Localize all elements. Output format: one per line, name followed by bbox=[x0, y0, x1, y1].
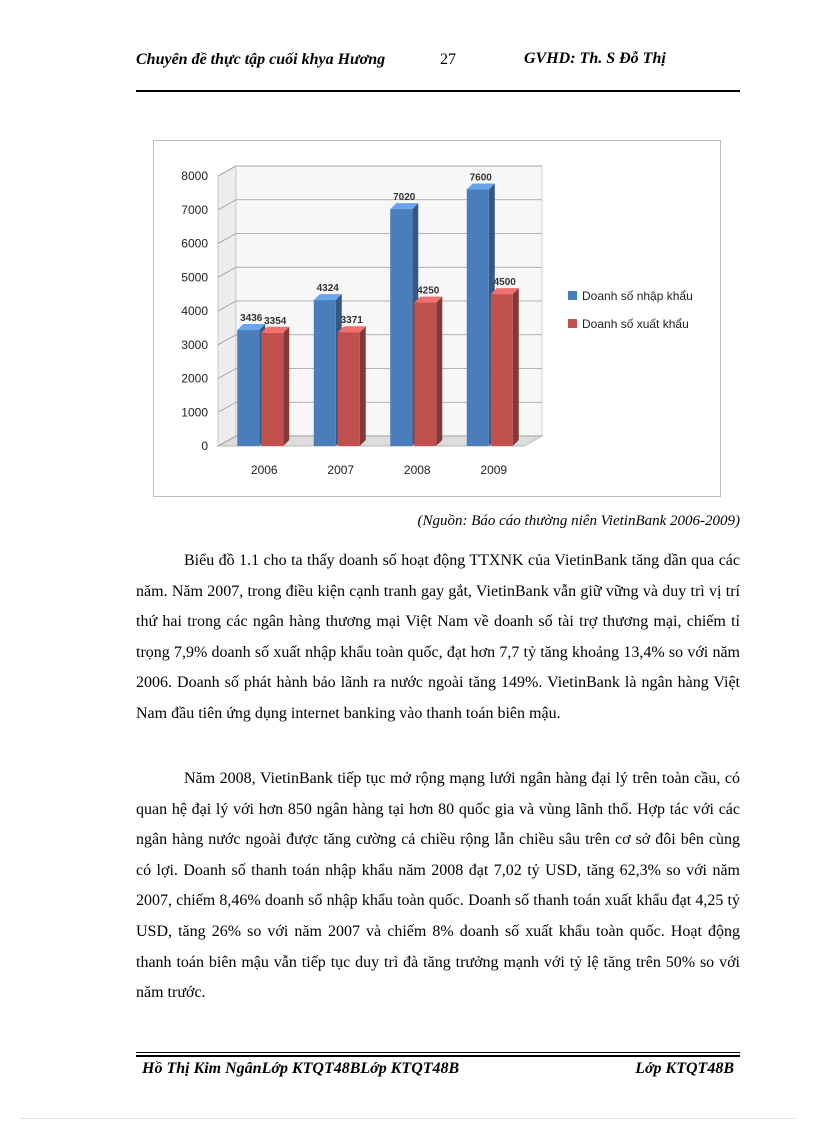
legend-swatch bbox=[568, 319, 577, 328]
chart-frame bbox=[153, 140, 721, 497]
paragraph-1: Biểu đồ 1.1 cho ta thấy doanh số hoạt động TTXNK của VietinBank tăng dần qua các năm. Năm 2007, trong điều kiện cạnh tranh gay gắt, VietinBank vẫn giữ vững và duy trì vị trí thứ hai trong các ngân hàng thương mại Việt Nam về doanh số tài trợ thương mại, chiếm tỉ trọng 7,9% doanh số xuất nhập khẩu toàn quốc, đạt hơn 7,7 tỷ tăng khoảng 13,4% so với năm 2006. Doanh số phát hành bảo lãnh ra nước ngoài tăng 149%. VietinBank là ngân hàng Việt Nam đầu tiên ứng dụng internet banking vào thanh toán biên mậu. bbox=[136, 552, 740, 722]
x-tick-label: 2006 bbox=[250, 463, 278, 477]
y-tick-label: 7000 bbox=[181, 202, 208, 217]
bar-export-2006 bbox=[261, 333, 283, 446]
data-label: 7020 bbox=[393, 192, 416, 204]
data-label: 3371 bbox=[340, 315, 363, 327]
chart-source: (Nguồn: Báo cáo thường niên VietinBank 2006-2009) bbox=[417, 513, 740, 529]
bar-side bbox=[513, 288, 519, 446]
bar-export-2007 bbox=[338, 332, 360, 446]
y-tick-label: 3000 bbox=[181, 337, 208, 352]
bar-import-2007 bbox=[314, 300, 336, 446]
legend-swatch bbox=[568, 291, 577, 300]
legend-label: Doanh số nhập khẩu bbox=[582, 289, 693, 303]
bar-import-2008 bbox=[390, 209, 412, 446]
legend-label: Doanh số xuất khẩu bbox=[582, 317, 689, 331]
y-tick-label: 2000 bbox=[181, 371, 208, 386]
data-label: 3354 bbox=[264, 315, 287, 327]
header-title: Chuyên đề thực tập cuối khya Hương bbox=[136, 51, 386, 68]
footer-class: Lớp KTQT48B bbox=[635, 1060, 734, 1077]
bar-side bbox=[436, 297, 442, 446]
header-advisor: GVHD: Th. S Đỗ Thị bbox=[524, 50, 666, 67]
y-tick-label: 1000 bbox=[181, 405, 208, 420]
header-rule bbox=[136, 90, 740, 92]
page-number: 27 bbox=[440, 51, 456, 68]
y-tick-label: 4000 bbox=[181, 304, 208, 318]
paragraph-2: Năm 2008, VietinBank tiếp tục mở rộng mạng lưới ngân hàng đại lý trên toàn cầu, có quan hệ đại lý với hơn 850 ngân hàng tại hơn 80 quốc gia và vùng lãnh thổ. Hợp tác với các ngân hàng nước ngoài được tăng cường cả chiều rộng lẫn chiều sâu trên cơ sở đôi bên cùng có lợi. Doanh số thanh toán nhập khẩu năm 2008 đạt 7,02 tỷ USD, tăng 62,3% so với năm 2007, chiếm 8,46% doanh số nhập khẩu toàn quốc. Doanh số thanh toán xuất khẩu đạt 4,25 tỷ USD, tăng 26% so với năm 2007 và chiếm 8% doanh số xuất khẩu toàn quốc. Hoạt động thanh toán biên mậu vẫn tiếp tục duy trì đà tăng trưởng mạnh với tỷ lệ tăng trên 50% so với năm trước. bbox=[136, 770, 740, 1002]
page-edge-dots bbox=[20, 1118, 796, 1119]
bar-side bbox=[360, 326, 366, 446]
data-label: 4500 bbox=[493, 277, 516, 289]
x-tick-label: 2009 bbox=[480, 463, 508, 477]
bar-side bbox=[283, 327, 289, 446]
footer-rule-thick bbox=[136, 1055, 740, 1057]
x-tick-label: 2008 bbox=[403, 463, 431, 477]
footer-author: Hồ Thị Kim NgânLớp KTQT48BLớp KTQT48B bbox=[142, 1060, 460, 1077]
y-tick-label: 6000 bbox=[181, 236, 208, 251]
data-label: 4250 bbox=[417, 285, 440, 297]
data-label: 4324 bbox=[316, 283, 339, 295]
data-label: 7600 bbox=[469, 172, 492, 184]
data-label: 3436 bbox=[240, 313, 263, 325]
y-tick-label: 0 bbox=[201, 439, 208, 453]
bar-import-2009 bbox=[467, 190, 489, 447]
footer-rule-thin bbox=[136, 1052, 740, 1053]
bar-export-2009 bbox=[491, 294, 513, 446]
bar-export-2008 bbox=[414, 303, 436, 446]
bar-chart bbox=[154, 141, 720, 496]
x-tick-label: 2007 bbox=[327, 463, 355, 477]
y-tick-label: 8000 bbox=[181, 169, 208, 183]
bar-import-2006 bbox=[237, 330, 259, 446]
y-tick-label: 5000 bbox=[181, 270, 208, 285]
